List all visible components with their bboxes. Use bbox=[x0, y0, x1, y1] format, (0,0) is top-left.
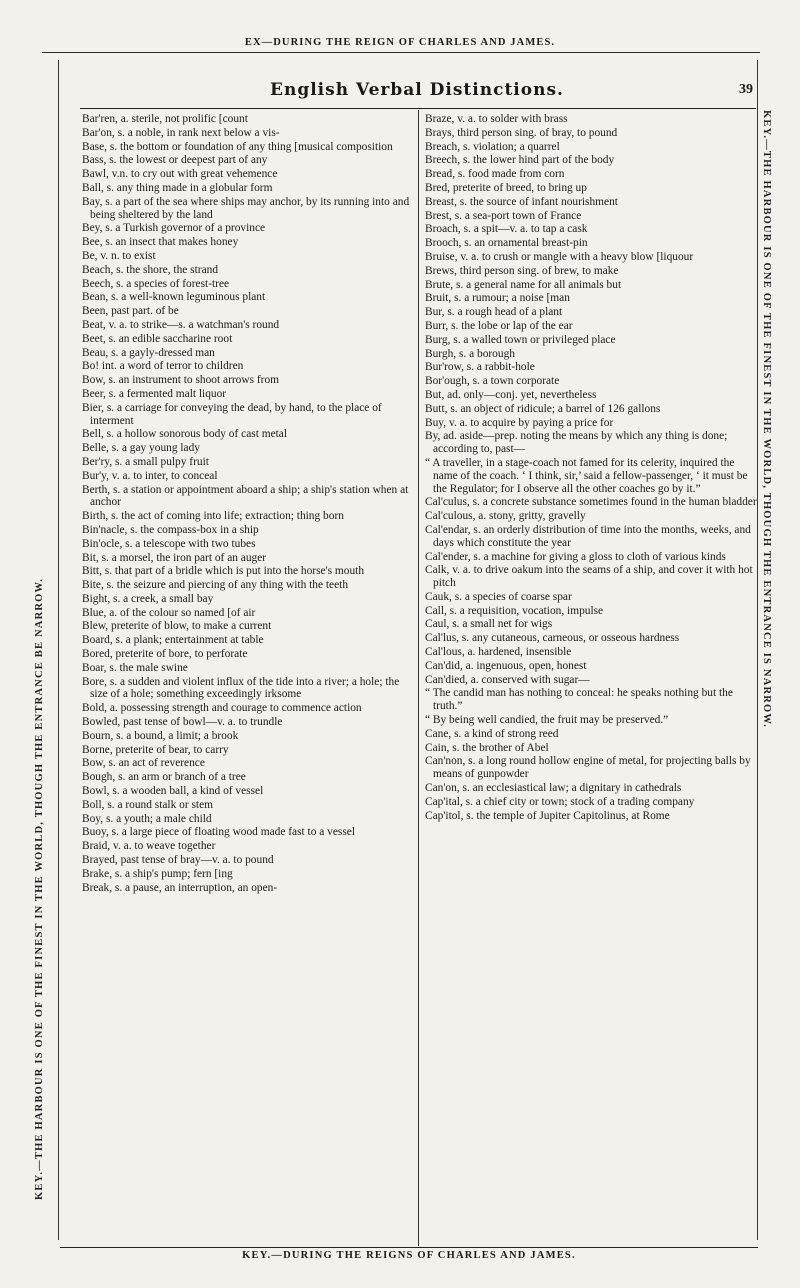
dictionary-entry: Cauk, s. a species of coarse spar bbox=[425, 590, 572, 603]
dictionary-entry: Brute, s. a general name for all animals but bbox=[425, 278, 622, 291]
dictionary-entry: Bean, s. a well-known leguminous plant bbox=[82, 291, 266, 304]
dictionary-entry: Bored, preterite of bore, to perforate bbox=[82, 648, 248, 661]
dictionary-entry: Ber'ry, s. a small pulpy fruit bbox=[82, 455, 209, 468]
dictionary-entry: Cap'ital, s. a chief city or town; stock of a trading company bbox=[425, 795, 695, 808]
dictionary-entry: “ By being well candied, the fruit may be preserved.” bbox=[425, 714, 669, 727]
dictionary-entry: Beet, s. an edible saccharine root bbox=[82, 332, 233, 345]
dictionary-entry: Burg, s. a walled town or privileged place bbox=[425, 333, 616, 346]
dictionary-entry: Can'did, a. ingenuous, open, honest bbox=[425, 659, 587, 672]
dictionary-entry: Cal'endar, s. an orderly distribution of time into the months, weeks, and days which constitute the year bbox=[425, 523, 751, 549]
dictionary-entry: Bier, s. a carriage for conveying the dead, by hand, to the place of interment bbox=[82, 401, 382, 427]
right-margin-key: KEY.—THE HARBOUR IS ONE OF THE FINEST IN THE WORLD, THOUGH THE ENTRANCE IS NARROW. bbox=[761, 110, 772, 728]
dictionary-entry: Bass, s. the lowest or deepest part of any bbox=[82, 154, 268, 167]
dictionary-entry: Bur'y, v. a. to inter, to conceal bbox=[82, 469, 218, 482]
dictionary-entry: Boll, s. a round stalk or stem bbox=[82, 798, 213, 811]
dictionary-entry: Broach, s. a spit—v. a. to tap a cask bbox=[425, 223, 588, 236]
dictionary-entry: But, ad. only—conj. yet, nevertheless bbox=[425, 388, 597, 401]
dictionary-entry: Call, s. a requisition, vocation, impulse bbox=[425, 604, 604, 617]
dictionary-entry: Bred, preterite of breed, to bring up bbox=[425, 181, 587, 194]
dictionary-entry: By, ad. aside—prep. noting the means by which any thing is done; according to, past— bbox=[425, 430, 728, 456]
dictionary-entry: Bawl, v.n. to cry out with great vehemence bbox=[82, 168, 278, 181]
dictionary-entry: Bell, s. a hollow sonorous body of cast metal bbox=[82, 428, 288, 441]
dictionary-entry: Borne, preterite of bear, to carry bbox=[82, 743, 229, 756]
dictionary-entry: Cal'ender, s. a machine for giving a gloss to cloth of various kinds bbox=[425, 550, 726, 563]
dictionary-entry: Braze, v. a. to solder with brass bbox=[425, 113, 568, 125]
dictionary-entry: Bite, s. the seizure and piercing of any thing with the teeth bbox=[82, 579, 349, 592]
dictionary-entry: “ The candid man has nothing to conceal: he speaks nothing but the truth.” bbox=[425, 687, 733, 713]
dictionary-entry: Caul, s. a small net for wigs bbox=[425, 618, 553, 631]
dictionary-entry: Bur'row, s. a rabbit-hole bbox=[425, 361, 535, 374]
dictionary-entry: Cal'culus, s. a concrete substance sometimes found in the human bladder bbox=[425, 496, 757, 509]
dictionary-entry: Bay, s. a part of the sea where ships may anchor, by its running into and being sheltered by the land bbox=[82, 195, 410, 221]
left-frame-rule bbox=[58, 60, 59, 1240]
dictionary-entry: Bruit, s. a rumour; a noise [man bbox=[425, 292, 570, 305]
dictionary-entry: Cap'itol, s. the temple of Jupiter Capitolinus, at Rome bbox=[425, 809, 670, 822]
title-rule bbox=[80, 108, 756, 109]
dictionary-entry: Base, s. the bottom or foundation of any thing [musical composition bbox=[82, 140, 393, 153]
dictionary-entry: Brays, third person sing. of bray, to pound bbox=[425, 126, 618, 139]
dictionary-entry: Braid, v. a. to weave together bbox=[82, 840, 216, 853]
dictionary-entry: Been, past part. of be bbox=[82, 305, 179, 318]
dictionary-entry: Bread, s. food made from corn bbox=[425, 168, 565, 181]
footer-rule bbox=[60, 1247, 758, 1248]
dictionary-entry: Bar'ren, a. sterile, not prolific [count bbox=[82, 113, 248, 125]
dictionary-entry: Bin'ocle, s. a telescope with two tubes bbox=[82, 537, 256, 550]
dictionary-entry: Beer, s. a fermented malt liquor bbox=[82, 387, 227, 400]
dictionary-entry: Can'on, s. an ecclesiastical law; a dignitary in cathedrals bbox=[425, 782, 682, 795]
running-header: EX—DURING THE REIGN OF CHARLES AND JAMES. bbox=[244, 37, 556, 48]
dictionary-entry: Birth, s. the act of coming into life; extraction; thing born bbox=[82, 510, 344, 523]
dictionary-entry: Break, s. a pause, an interruption, an open- bbox=[82, 881, 278, 894]
dictionary-entry: Bowl, s. a wooden ball, a kind of vessel bbox=[82, 785, 264, 798]
dictionary-entry: Can'non, s. a long round hollow engine of metal, for projecting balls by means of gunpowder bbox=[425, 755, 751, 781]
dictionary-entry: Blew, preterite of blow, to make a current bbox=[82, 620, 272, 633]
dictionary-entry: Beech, s. a species of forest-tree bbox=[82, 277, 230, 290]
dictionary-entry: Bit, s. a morsel, the iron part of an auger bbox=[82, 551, 267, 564]
dictionary-entry: Bin'nacle, s. the compass-box in a ship bbox=[82, 523, 259, 536]
dictionary-entry: Bourn, s. a bound, a limit; a brook bbox=[82, 729, 239, 742]
dictionary-entry: Belle, s. a gay young lady bbox=[82, 442, 200, 455]
dictionary-entry: Bur, s. a rough head of a plant bbox=[425, 306, 563, 319]
dictionary-entry: Berth, s. a station or appointment aboard a ship; a ship's station when at anchor bbox=[82, 483, 409, 509]
dictionary-entry: Buy, v. a. to acquire by paying a price for bbox=[425, 416, 614, 429]
dictionary-entry: Cal'culous, a. stony, gritty, gravelly bbox=[425, 510, 586, 523]
dictionary-entry: Bey, s. a Turkish governor of a province bbox=[82, 222, 266, 235]
dictionary-entry: Boy, s. a youth; a male child bbox=[82, 812, 212, 825]
dictionary-entry: Be, v. n. to exist bbox=[82, 249, 156, 262]
dictionary-entry: Brayed, past tense of bray—v. a. to pound bbox=[82, 854, 274, 867]
dictionary-entry: Cal'lus, s. any cutaneous, carneous, or osseous hardness bbox=[425, 632, 680, 645]
dictionary-entry: Bow, s. an act of reverence bbox=[82, 757, 205, 770]
dictionary-entry: Brooch, s. an ornamental breast-pin bbox=[425, 237, 588, 250]
dictionary-entry: Breech, s. the lower hind part of the body bbox=[425, 154, 615, 167]
dictionary-entry: Blue, a. of the colour so named [of air bbox=[82, 606, 256, 619]
dictionary-entry: Calk, v. a. to drive oakum into the seams of a ship, and cover it with hot pitch bbox=[425, 564, 753, 590]
dictionary-entry: Board, s. a plank; entertainment at table bbox=[82, 634, 264, 647]
dictionary-entry: Breast, s. the source of infant nourishment bbox=[425, 195, 618, 208]
dictionary-entry: Ball, s. any thing made in a globular form bbox=[82, 181, 273, 194]
dictionary-entry: Bow, s. an instrument to shoot arrows from bbox=[82, 374, 279, 387]
dictionary-entry: Burr, s. the lobe or lap of the ear bbox=[425, 319, 573, 332]
dictionary-entry: Cain, s. the brother of Abel bbox=[425, 741, 549, 754]
column-divider bbox=[418, 110, 419, 1246]
dictionary-entry: Boar, s. the male swine bbox=[82, 661, 188, 674]
page-number: 39 bbox=[739, 82, 753, 97]
dictionary-entry: Bough, s. an arm or branch of a tree bbox=[82, 771, 246, 784]
right-column bbox=[425, 113, 760, 823]
dictionary-entry: Cal'lous, a. hardened, insensible bbox=[425, 646, 572, 659]
dictionary-entry: Brake, s. a ship's pump; fern [ing bbox=[82, 867, 233, 880]
dictionary-entry: Beat, v. a. to strike—s. a watchman's round bbox=[82, 318, 280, 331]
dictionary-entry: Buoy, s. a large piece of floating wood made fast to a vessel bbox=[82, 826, 355, 839]
dictionary-entry: Beach, s. the shore, the strand bbox=[82, 263, 219, 276]
dictionary-entry: Bruise, v. a. to crush or mangle with a heavy blow [liquour bbox=[425, 250, 694, 263]
running-footer: KEY.—DURING THE REIGNS OF CHARLES AND JAMES. bbox=[242, 1250, 576, 1261]
dictionary-entry: “ A traveller, in a stage-coach not famed for its celerity, inquired the name of the coach. ‘ I think, sir,’ said a fellow-passenger, ‘ it must be the Regulator; for I observe all the other coaches go by it.” bbox=[425, 456, 748, 495]
dictionary-entry: Bo! int. a word of terror to children bbox=[82, 360, 244, 373]
dictionary-entry: Bee, s. an insect that makes honey bbox=[82, 236, 239, 249]
dictionary-entry: Can'died, a. conserved with sugar— bbox=[425, 673, 590, 686]
left-margin-key: KEY.—THE HARBOUR IS ONE OF THE FINEST IN THE WORLD, THOUGH THE ENTRANCE BE NARROW. bbox=[34, 577, 45, 1200]
dictionary-entry: Bold, a. possessing strength and courage to commence action bbox=[82, 702, 362, 715]
dictionary-entry: Bor'ough, s. a town corporate bbox=[425, 375, 560, 388]
dictionary-entry: Butt, s. an object of ridicule; a barrel of 126 gallons bbox=[425, 402, 661, 415]
dictionary-entry: Bitt, s. that part of a bridle which is put into the horse's mouth bbox=[82, 565, 365, 578]
page-title: English Verbal Distinctions. bbox=[270, 80, 564, 100]
title-row bbox=[77, 80, 757, 106]
dictionary-entry: Bowled, past tense of bowl—v. a. to trundle bbox=[82, 716, 283, 729]
dictionary-entry: Bight, s. a creek, a small bay bbox=[82, 592, 214, 605]
dictionary-entry: Cane, s. a kind of strong reed bbox=[425, 727, 559, 740]
dictionary-entry: Beau, s. a gayly-dressed man bbox=[82, 346, 215, 359]
dictionary-entry: Bar'on, s. a noble, in rank next below a vis- bbox=[82, 126, 280, 139]
dictionary-entry: Brest, s. a sea-port town of France bbox=[425, 209, 582, 222]
dictionary-entry: Bore, s. a sudden and violent influx of the tide into a river; a hole; the size of a hole; something exceedingly irksome bbox=[82, 675, 400, 701]
dictionary-entry: Burgh, s. a borough bbox=[425, 347, 515, 360]
dictionary-entry: Brews, third person sing. of brew, to make bbox=[425, 264, 619, 277]
dictionary-entry: Breach, s. violation; a quarrel bbox=[425, 140, 560, 153]
left-column bbox=[82, 113, 417, 895]
